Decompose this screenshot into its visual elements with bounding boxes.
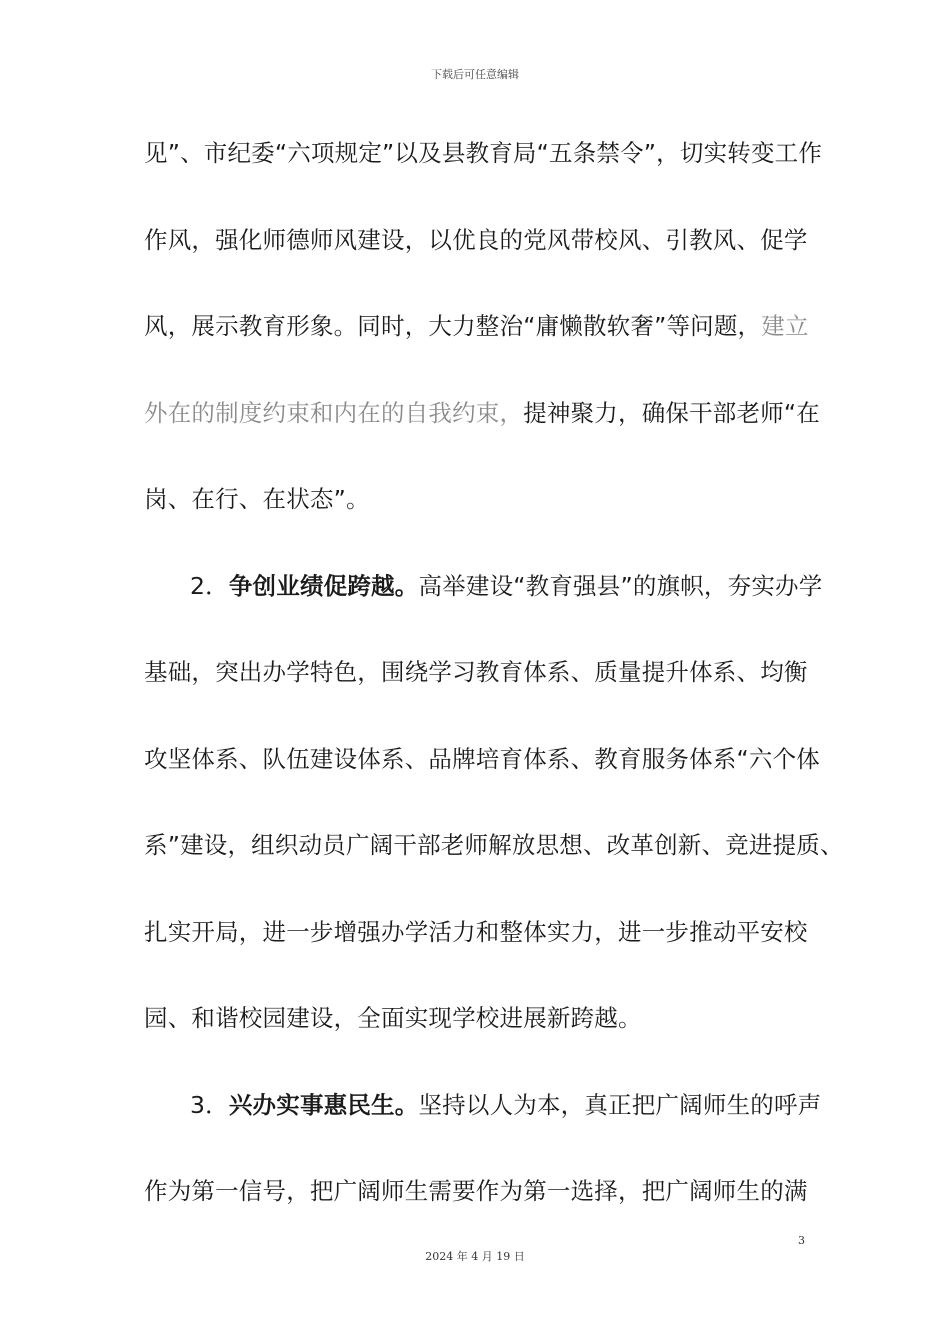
text-line <box>144 390 820 477</box>
gray-text-segment: 建立 <box>761 312 809 340</box>
section-heading-line <box>144 1082 822 1169</box>
text-line: 系”建设，组织动员广阔干部老师解放思想、改革创新、竞进提质、 <box>144 831 844 859</box>
section-heading-line <box>144 563 823 650</box>
page-number: 3 <box>798 1234 805 1247</box>
text-segment: 提神聚力，确保干部老师“在 <box>523 398 820 427</box>
text-line: 攻坚体系、队伍建设体系、品牌培育体系、教育服务体系“六个体 <box>144 744 820 773</box>
gray-text-segment: 外在的制度约束和内在的自我约束， <box>144 398 524 427</box>
document-body <box>144 130 844 1255</box>
text-segment: 高举建设“教育强县”的旗帜，夯实办学 <box>418 571 823 600</box>
section-number: 3． <box>190 1090 229 1119</box>
section-heading: 兴办实事惠民生。 <box>228 1090 419 1119</box>
text-line: 扎实开局，进一步增强办学活力和整体实力，进一步推动平安校 <box>144 917 808 946</box>
section-heading: 争创业绩促跨越。 <box>228 571 419 600</box>
text-line <box>144 303 814 390</box>
text-line: 作风，强化师德师风建设，以优良的党风带校风、引教风、促学 <box>144 225 808 254</box>
page-header: 下载后可任意编辑 <box>431 68 519 81</box>
text-segment: 坚持以人为本，真正把广阔师生的呼声 <box>418 1090 822 1119</box>
text-line: 基础，突出办学特色，围绕学习教育体系、质量提升体系、均衡 <box>144 658 808 686</box>
text-line: 园、和谐校园建设，全面实现学校进展新跨越。 <box>144 1004 642 1032</box>
footer-date: 2024 年 4 月 19 日 <box>425 1250 525 1263</box>
text-line: 见”、市纪委“六项规定”以及县教育局“五条禁令”，切实转变工作 <box>144 139 823 167</box>
text-line: 岗、在行、在状态”。 <box>144 485 370 513</box>
text-segment: 风，展示教育形象。同时，大力整治“庸懒散软奢”等问题， <box>144 312 762 340</box>
section-number: 2． <box>190 571 229 600</box>
text-line: 作为第一信号，把广阔师生需要作为第一选择，把广阔师生的满 <box>144 1177 808 1205</box>
